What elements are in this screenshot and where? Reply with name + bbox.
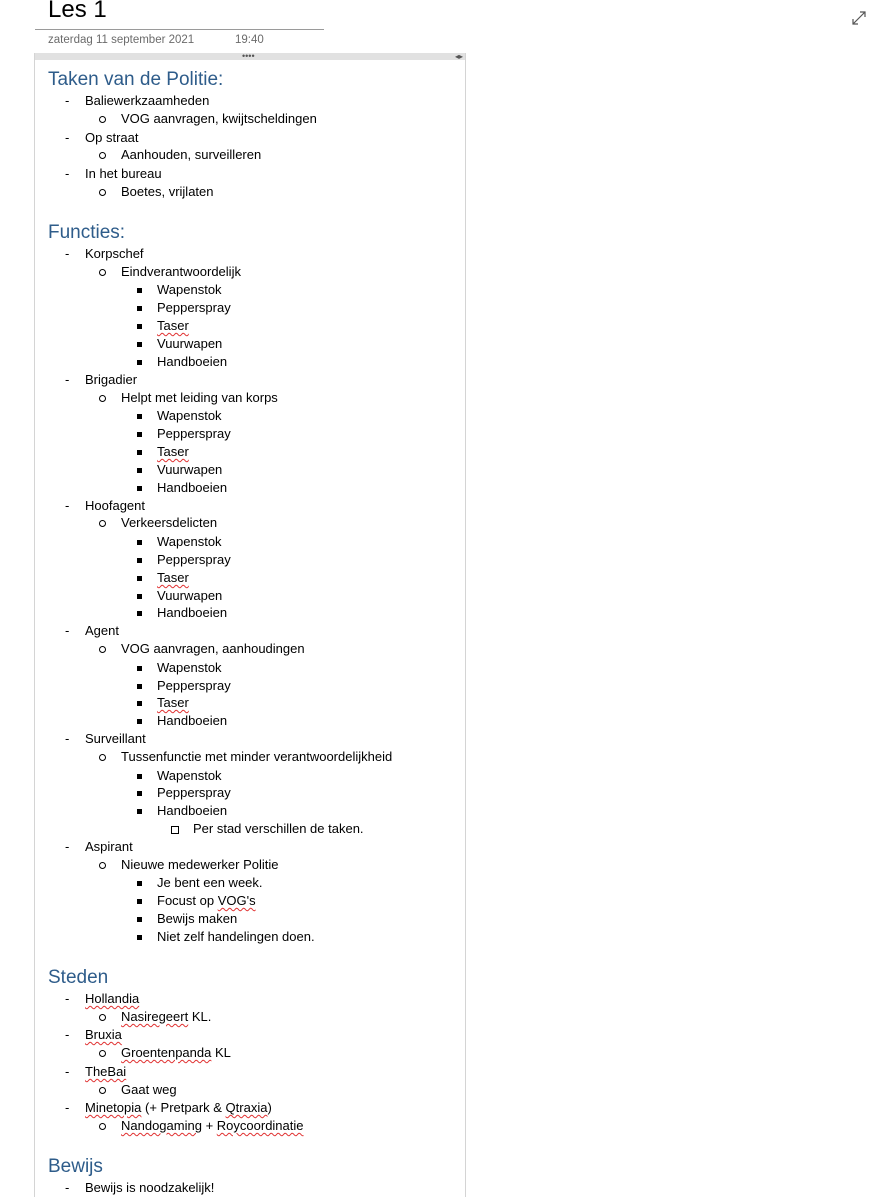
list-item[interactable]: Pepperspray: [157, 785, 231, 800]
list-text: ): [267, 1100, 272, 1115]
list-item[interactable]: Tussenfunctie met minder verantwoordelijkheid: [121, 749, 393, 764]
square-bullet: [137, 288, 142, 293]
dash-marker: -: [65, 839, 70, 854]
dash-marker: -: [65, 1180, 70, 1195]
title-divider: [35, 29, 324, 30]
heading-functies[interactable]: Functies:: [48, 222, 126, 243]
list-item[interactable]: Nieuwe medewerker Politie: [121, 857, 279, 872]
list-text: VOG's: [217, 893, 256, 908]
circle-bullet: [99, 152, 106, 159]
dash-marker: -: [65, 498, 70, 513]
heading-steden[interactable]: Steden: [48, 967, 109, 988]
circle-bullet: [99, 1014, 106, 1021]
list-item[interactable]: Hoofagent: [85, 498, 145, 513]
resize-arrows-icon[interactable]: ◂▸: [454, 52, 463, 61]
list-item[interactable]: Handboeien: [157, 713, 228, 728]
dash-marker: -: [65, 93, 70, 108]
hollow-square-bullet: [171, 826, 179, 834]
heading-taken[interactable]: Taken van de Politie:: [48, 69, 224, 90]
square-bullet: [137, 486, 142, 491]
list-item[interactable]: Bewijs is noodzakelijk!: [85, 1180, 215, 1195]
circle-bullet: [99, 754, 106, 761]
list-item[interactable]: Wapenstok: [157, 768, 222, 783]
list-item[interactable]: Op straat: [85, 130, 139, 145]
circle-bullet: [99, 395, 106, 402]
list-item[interactable]: Pepperspray: [157, 678, 231, 693]
square-bullet: [137, 666, 142, 671]
list-item[interactable]: Baliewerkzaamheden: [85, 93, 210, 108]
circle-bullet: [99, 189, 106, 196]
list-item[interactable]: Brigadier: [85, 372, 138, 387]
list-item[interactable]: VOG aanvragen, kwijtscheldingen: [121, 111, 317, 126]
square-bullet: [137, 540, 142, 545]
square-bullet: [137, 558, 142, 563]
list-text: KL.: [188, 1009, 212, 1024]
list-item[interactable]: Taser: [157, 318, 189, 333]
dash-marker: -: [65, 623, 70, 638]
list-text: Nasiregeert: [121, 1009, 189, 1024]
list-item[interactable]: [121, 1009, 211, 1025]
dash-marker: -: [65, 991, 70, 1006]
list-item[interactable]: [157, 893, 256, 909]
list-item[interactable]: Vuurwapen: [157, 336, 223, 351]
list-item[interactable]: Handboeien: [157, 480, 228, 495]
square-bullet: [137, 594, 142, 599]
square-bullet: [137, 450, 142, 455]
square-bullet: [137, 360, 142, 365]
dash-marker: -: [65, 372, 70, 387]
list-item[interactable]: Wapenstok: [157, 534, 222, 549]
circle-bullet: [99, 646, 106, 653]
list-item[interactable]: Aanhouden, surveilleren: [121, 147, 262, 162]
note-container[interactable]: [34, 53, 466, 1197]
square-bullet: [137, 611, 142, 616]
square-bullet: [137, 342, 142, 347]
list-item[interactable]: [121, 1045, 231, 1061]
list-text: +: [201, 1118, 217, 1133]
list-item[interactable]: Wapenstok: [157, 282, 222, 297]
square-bullet: [137, 809, 142, 814]
square-bullet: [137, 414, 142, 419]
dash-marker: -: [65, 1027, 70, 1042]
circle-bullet: [99, 520, 106, 527]
list-item[interactable]: Handboeien: [157, 354, 228, 369]
circle-bullet: [99, 1087, 106, 1094]
list-item[interactable]: Pepperspray: [157, 300, 231, 315]
square-bullet: [137, 306, 142, 311]
list-item[interactable]: Wapenstok: [157, 408, 222, 423]
page-time: 19:40: [235, 34, 264, 46]
list-item[interactable]: In het bureau: [85, 166, 162, 181]
list-item[interactable]: Handboeien: [157, 605, 228, 620]
move-grip-icon[interactable]: ••••: [242, 51, 255, 61]
square-bullet: [137, 791, 142, 796]
list-text: Roycoordinatie: [216, 1118, 304, 1133]
square-bullet: [137, 719, 142, 724]
dash-marker: -: [65, 1100, 70, 1115]
page-title[interactable]: Les 1: [48, 0, 107, 23]
square-bullet: [137, 774, 142, 779]
square-bullet: [137, 324, 142, 329]
list-item[interactable]: VOG aanvragen, aanhoudingen: [121, 641, 305, 656]
square-bullet: [137, 701, 142, 706]
list-item[interactable]: Eindverantwoordelijk: [121, 264, 241, 279]
list-item[interactable]: Taser: [157, 444, 189, 459]
circle-bullet: [99, 1050, 106, 1057]
list-item[interactable]: Aspirant: [85, 839, 133, 854]
square-bullet: [137, 881, 142, 886]
list-text: (+ Pretpark &: [141, 1100, 226, 1115]
list-text: Qtraxia: [225, 1100, 268, 1115]
list-item[interactable]: Bruxia: [85, 1027, 122, 1042]
list-item[interactable]: Verkeersdelicten: [121, 515, 218, 530]
list-text: Minetopia: [85, 1100, 142, 1115]
list-item[interactable]: Per stad verschillen de taken.: [193, 821, 364, 836]
list-item[interactable]: Agent: [85, 623, 119, 638]
list-item[interactable]: Taser: [157, 695, 189, 710]
dash-marker: -: [65, 166, 70, 181]
expand-icon[interactable]: [851, 10, 867, 26]
dash-marker: -: [65, 1064, 70, 1079]
list-item[interactable]: Korpschef: [85, 246, 144, 261]
list-item[interactable]: TheBai: [85, 1064, 127, 1079]
list-item[interactable]: Wapenstok: [157, 660, 222, 675]
list-item[interactable]: [85, 1100, 272, 1116]
square-bullet: [137, 576, 142, 581]
circle-bullet: [99, 1123, 106, 1130]
dash-marker: -: [65, 130, 70, 145]
heading-bewijs[interactable]: Bewijs: [48, 1156, 103, 1177]
list-item[interactable]: Surveillant: [85, 731, 146, 746]
list-text: Nandogaming: [121, 1118, 202, 1133]
circle-bullet: [99, 862, 106, 869]
square-bullet: [137, 899, 142, 904]
square-bullet: [137, 684, 142, 689]
square-bullet: [137, 917, 142, 922]
square-bullet: [137, 935, 142, 940]
list-text: Groentenpanda: [121, 1045, 212, 1060]
list-item[interactable]: Vuurwapen: [157, 462, 223, 477]
list-item[interactable]: Niet zelf handelingen doen.: [157, 929, 315, 944]
dash-marker: -: [65, 246, 70, 261]
dash-marker: -: [65, 731, 70, 746]
list-item[interactable]: Je bent een week.: [157, 875, 263, 890]
list-item[interactable]: Hollandia: [85, 991, 140, 1006]
list-item[interactable]: Bewijs maken: [157, 911, 238, 926]
list-item[interactable]: Helpt met leiding van korps: [121, 390, 278, 405]
circle-bullet: [99, 116, 106, 123]
page-date: zaterdag 11 september 2021: [48, 34, 195, 46]
list-item[interactable]: Vuurwapen: [157, 588, 223, 603]
list-item[interactable]: Gaat weg: [121, 1082, 177, 1097]
list-text: KL: [211, 1045, 231, 1060]
list-text: Focust op: [157, 893, 218, 908]
square-bullet: [137, 468, 142, 473]
list-item[interactable]: Taser: [157, 570, 189, 585]
list-item[interactable]: Pepperspray: [157, 426, 231, 441]
square-bullet: [137, 432, 142, 437]
list-item[interactable]: Pepperspray: [157, 552, 231, 567]
list-item[interactable]: Boetes, vrijlaten: [121, 184, 214, 199]
list-item[interactable]: [121, 1118, 304, 1134]
circle-bullet: [99, 269, 106, 276]
list-item[interactable]: Handboeien: [157, 803, 228, 818]
